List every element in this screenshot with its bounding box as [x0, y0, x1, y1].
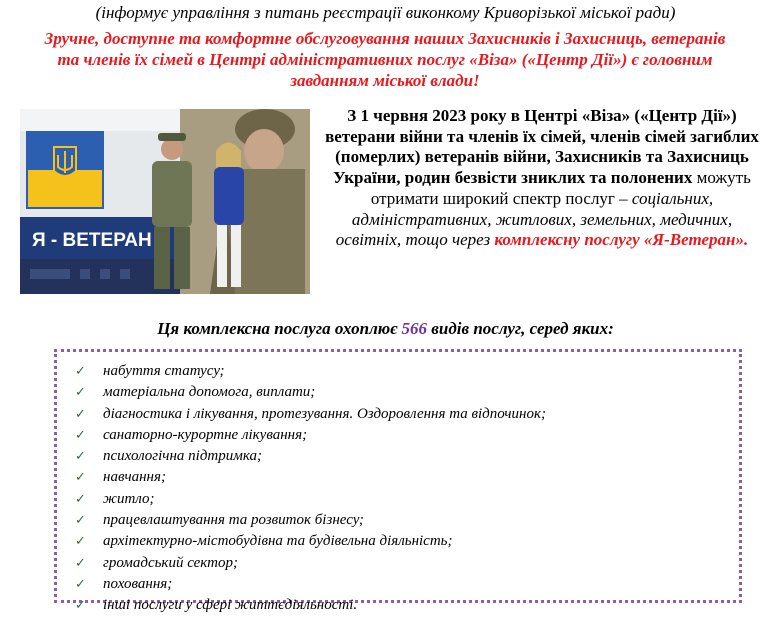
list-item: [75, 574, 739, 595]
article-via: тощо через: [401, 230, 495, 250]
list-item-label: громадський сектор;: [103, 554, 238, 571]
list-item: [75, 404, 739, 425]
photo: [20, 109, 310, 294]
checkmark-icon: ✓: [75, 598, 86, 614]
list-item: [75, 467, 739, 488]
list-item: [75, 425, 739, 446]
checkmark-icon: ✓: [75, 576, 86, 592]
list-item-label: поховання;: [103, 575, 173, 592]
services-list-box: [54, 349, 742, 614]
services-count: 566: [401, 319, 428, 338]
list-item: [75, 489, 739, 510]
checkmark-icon: ✓: [75, 470, 86, 486]
photo-illustration: [20, 109, 310, 294]
checkmark-icon: ✓: [75, 364, 86, 379]
list-item-label: діагностика і лікування, протезування. Оздоровлення та відпочинок;: [103, 405, 546, 422]
header-subtitle: (інформує управління з питань реєстрації виконкому Криворізької міської ради): [95, 3, 676, 22]
article-complex-service: комплексну послугу «Я-Ветеран».: [494, 230, 749, 250]
list-item-label: навчання;: [103, 469, 166, 486]
services-heading-after: видів послуг, серед яких:: [427, 319, 614, 338]
banner-text: Я - ВЕТЕРАН: [32, 230, 152, 251]
list-item: [75, 553, 739, 574]
checkmark-icon: ✓: [75, 406, 86, 422]
list-item: [75, 382, 739, 403]
list-item-label: архітектурно-містобудівна та будівельна діяльність;: [103, 533, 453, 550]
list-item: [75, 531, 739, 552]
list-item-label: працевлаштування та розвиток бізнесу;: [103, 512, 364, 529]
checkmark-icon: ✓: [75, 385, 86, 401]
list-item-label: санаторно-курортне лікування;: [103, 426, 308, 443]
list-item: [75, 510, 739, 531]
article-services-text: можуть отримати широкий спектр послуг –: [370, 168, 751, 208]
list-item-label: житло;: [103, 490, 155, 507]
list-item-label: матеріальна допомога, виплати;: [103, 384, 316, 401]
services-heading-before: Ця комплексна послуга охоплює: [157, 319, 402, 338]
checkmark-icon: ✓: [75, 427, 86, 443]
checkmark-icon: ✓: [75, 449, 86, 465]
list-item: [75, 361, 739, 382]
checkmark-icon: ✓: [75, 513, 86, 529]
services-list: [57, 352, 739, 617]
list-item: [75, 595, 739, 616]
checkmark-icon: ✓: [75, 534, 86, 550]
list-item-label: інші послуги у сфері життєдіяльності.: [103, 597, 358, 614]
lead-paragraph: Зручне, доступне та комфортне обслуговування наших Захисників і Захисниць, ветеранів та членів їх сімей в Центрі адміністративних послуг «Віза» («Центр Дії») є головним завданням міської влади!: [44, 29, 726, 90]
checkmark-icon: ✓: [75, 555, 86, 571]
article-intro: З 1 червня 2023 року в Центрі «Віза» («Центр Дії») ветерани війни та членів їх сімей, членів сімей загиблих (померлих) ветеранів війни, Захисників та Захисниць України, родин безвісти зниклих та полонених: [325, 106, 759, 188]
article-text: [322, 106, 762, 251]
services-heading: [0, 318, 771, 339]
list-item: [75, 446, 739, 467]
list-item-label: психологічна підтримка;: [103, 448, 262, 465]
list-item-label: набуття статусу;: [103, 363, 225, 379]
checkmark-icon: ✓: [75, 491, 86, 507]
article-service-types: соціальних, адміністративних, житлових, земельних, медичних, освітніх,: [335, 188, 733, 250]
